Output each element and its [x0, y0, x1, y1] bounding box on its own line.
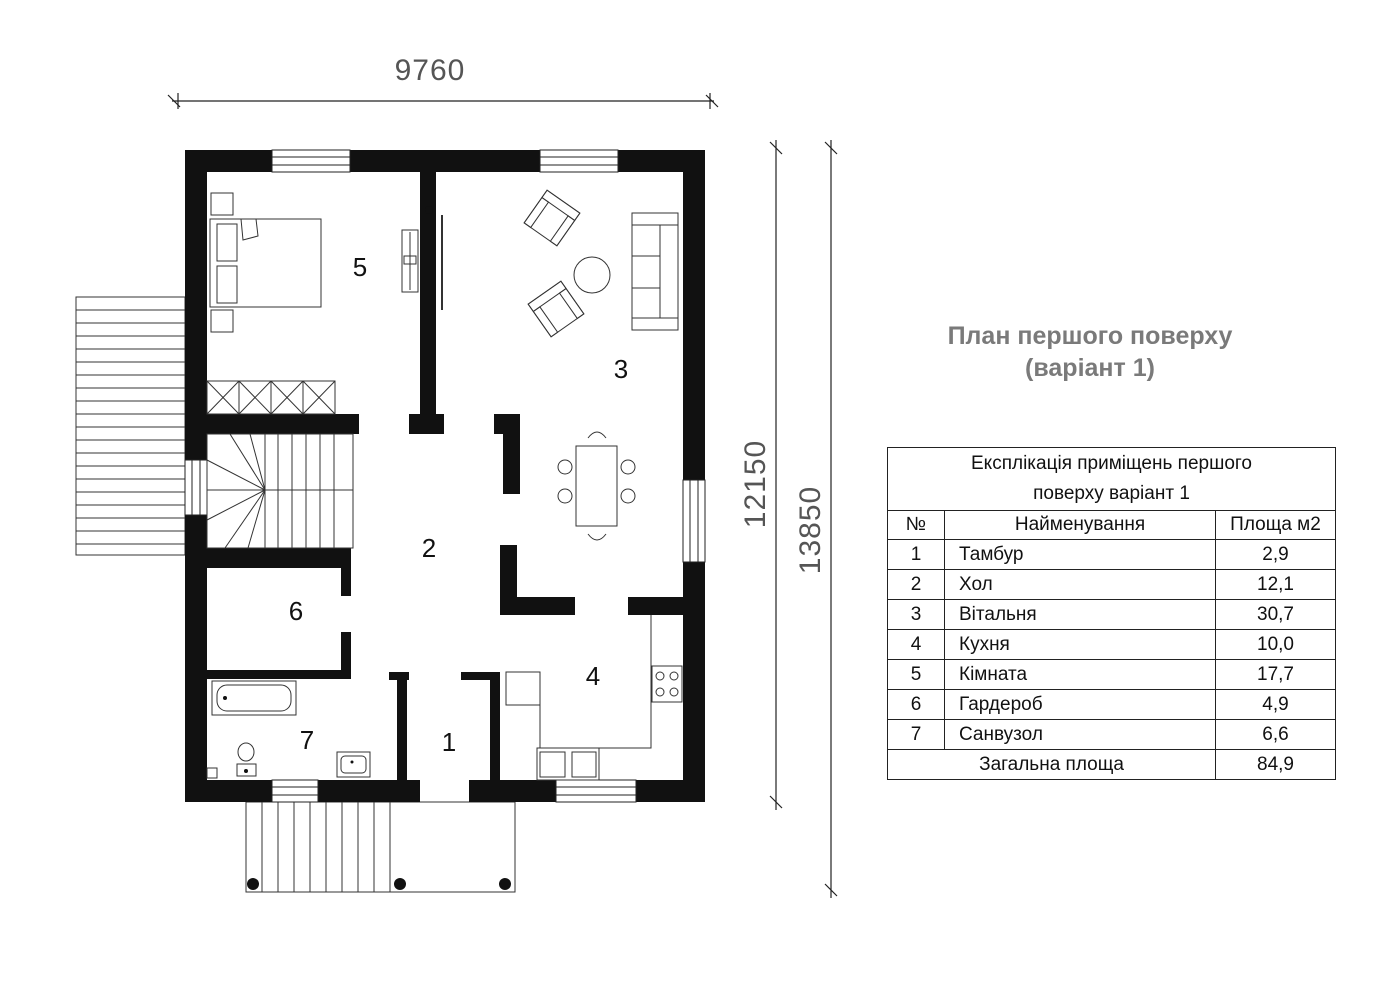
row-number: 1	[888, 540, 945, 570]
windows	[185, 150, 705, 802]
dimension-lines	[168, 93, 837, 898]
room-name: Кухня	[945, 630, 1216, 660]
row-number: 3	[888, 600, 945, 630]
total-label: Загальна площа	[888, 750, 1216, 780]
total-height-dimension: 13850	[794, 485, 827, 575]
row-number: 5	[888, 660, 945, 690]
room-number-5: 5	[352, 252, 368, 282]
room-name: Санвузол	[945, 720, 1216, 750]
room-number-2: 2	[421, 533, 437, 563]
room-name: Тамбур	[945, 540, 1216, 570]
plan-title	[900, 320, 1280, 384]
front-porch	[246, 802, 515, 892]
room-area: 6,6	[1216, 720, 1336, 750]
furniture	[207, 190, 682, 780]
room-name: Вітальня	[945, 600, 1216, 630]
room-name: Кімната	[945, 660, 1216, 690]
explication-table	[887, 447, 1336, 780]
inner-height-dimension: 12150	[739, 439, 772, 529]
table-row	[888, 720, 1336, 750]
table-row	[888, 630, 1336, 660]
row-number: 4	[888, 630, 945, 660]
room-area: 2,9	[1216, 540, 1336, 570]
room-name: Хол	[945, 570, 1216, 600]
room-number-6: 6	[288, 596, 304, 626]
table-row	[888, 570, 1336, 600]
total-row	[888, 750, 1336, 780]
row-number: 7	[888, 720, 945, 750]
table-heading	[888, 448, 1336, 511]
table-row	[888, 690, 1336, 720]
row-number: 6	[888, 690, 945, 720]
room-number-4: 4	[585, 661, 601, 691]
room-number-1: 1	[441, 727, 457, 757]
room-name: Гардероб	[945, 690, 1216, 720]
table-heading-line2: поверху варіант 1	[1033, 483, 1190, 504]
plan-title-line2: (варіант 1)	[1025, 354, 1155, 382]
row-number: 2	[888, 570, 945, 600]
table-row	[888, 600, 1336, 630]
table-row	[888, 540, 1336, 570]
column-header-area: Площа м2	[1216, 511, 1336, 540]
width-dimension: 9760	[394, 54, 466, 87]
porch-columns	[247, 878, 511, 890]
table-heading-line1: Експлікація приміщень першого	[971, 453, 1252, 474]
total-area: 84,9	[1216, 750, 1336, 780]
table-row	[888, 660, 1336, 690]
room-area: 10,0	[1216, 630, 1336, 660]
room-area: 30,7	[1216, 600, 1336, 630]
plan-title-line1: План першого поверху	[947, 322, 1233, 350]
walls	[185, 150, 705, 802]
room-area: 4,9	[1216, 690, 1336, 720]
room-area: 12,1	[1216, 570, 1336, 600]
room-area: 17,7	[1216, 660, 1336, 690]
room-number-7: 7	[299, 725, 315, 755]
column-header-number: №	[888, 511, 945, 540]
left-terrace	[76, 297, 185, 555]
column-header-name: Найменування	[945, 511, 1216, 540]
room-number-3: 3	[613, 354, 629, 384]
